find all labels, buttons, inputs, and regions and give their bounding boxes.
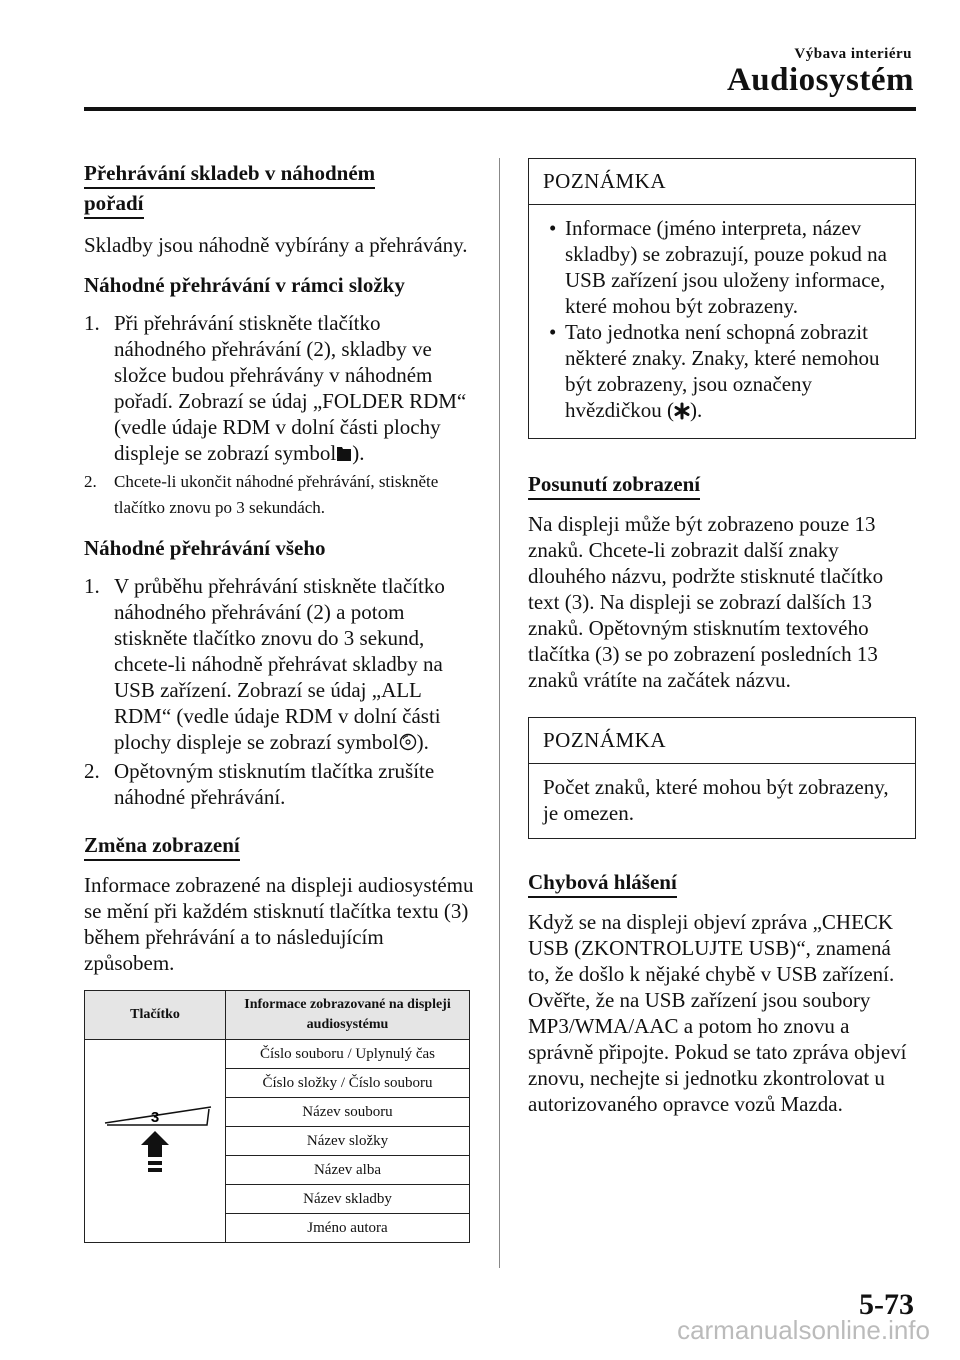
note-box-1 bbox=[528, 158, 916, 439]
section-display-title: Změna zobrazení bbox=[84, 832, 474, 858]
table-header: Informace zobrazované na displeji audiosystému bbox=[226, 991, 470, 1040]
section-random-title: Přehrávání skladeb v náhodném pořadí bbox=[84, 158, 404, 218]
watermark: carmanualsonline.info bbox=[677, 1315, 930, 1345]
table-cell: Název skladby bbox=[226, 1185, 470, 1214]
list-item: 2. Opětovným stisknutím tlačítka zrušíte náhodné přehrávání. bbox=[84, 759, 435, 809]
note-text: Počet znaků, které mohou být zobrazeny, je omezen. bbox=[543, 775, 889, 825]
table-cell: Jméno autora bbox=[226, 1214, 470, 1243]
list-item: • Tato jednotka není schopná zobrazit některé znaky. Znaky, které nemohou být zobrazeny, jsou označeny hvězdičkou ( ). bbox=[543, 319, 901, 426]
page-number: 5-73 bbox=[859, 1288, 914, 1321]
table-row bbox=[85, 1040, 470, 1069]
subsection-folder-random: Náhodné přehrávání v rámci složky bbox=[84, 273, 405, 297]
section-errors-title: Chybová hlášení bbox=[528, 869, 916, 895]
table-header: Tlačítko bbox=[85, 991, 226, 1040]
subsection-all-random: Náhodné přehrávání všeho bbox=[84, 536, 326, 560]
note-heading: POZNÁMKA bbox=[529, 718, 915, 764]
table-cell: Název složky bbox=[226, 1127, 470, 1156]
table-cell: Název souboru bbox=[226, 1098, 470, 1127]
list-item: • Informace (jméno interpreta, název skladby) se zobrazují, pouze pokud na USB zařízení jsou uloženy informace, které mohou být zobrazeny. bbox=[549, 216, 887, 318]
table-cell: Číslo souboru / Uplynulý čas bbox=[226, 1040, 470, 1069]
header-title: Audiosystém bbox=[726, 62, 914, 98]
folder-random-steps bbox=[84, 310, 474, 469]
list-item: 2. Chcete-li ukončit náhodné přehrávání, stiskněte tlačítko znovu po 3 sekundách. bbox=[84, 472, 439, 517]
section-scroll-text: Na displeji může být zobrazeno pouze 13 znaků. Chcete-li zobrazit další znaky dlouhého názvu, podržte stisknuté tlačítko text (3). Na displeji se zobrazí dalších 13 znaků. Opětovným stisknutím textového tlačítka (3) se po zobrazení posledních 13 znaků vrátíte na začátek názvu. bbox=[528, 512, 884, 692]
disc-icon bbox=[399, 732, 417, 758]
button-label: 3 bbox=[150, 1108, 160, 1126]
note-heading: POZNÁMKA bbox=[529, 159, 915, 205]
column-divider bbox=[499, 158, 500, 1268]
list-item: 1. V průběhu přehrávání stiskněte tlačítko náhodného přehrávání (2) a potom stiskněte tlačítko znovu do 3 sekund, chcete-li náhodně přehrávat skladby na USB zařízení. Zobrazí se údaj „ALL RDM“ (vedle údaje RDM v dolní části plochy displeje se zobrazí symbol ). bbox=[84, 573, 474, 758]
asterisk-icon bbox=[674, 400, 690, 426]
list-item: 1. Při přehrávání stiskněte tlačítko náhodného přehrávání (2), skladby ve složce budou přehrávány v náhodném pořadí. Zobrazí se údaj „FOLDER RDM“ (vedle údaje RDM v dolní části plochy displeje se zobrazí symbol ). bbox=[84, 310, 474, 469]
table-cell: Číslo složky / Číslo souboru bbox=[226, 1069, 470, 1098]
header-rule bbox=[84, 107, 916, 111]
text-button-illustration bbox=[95, 1101, 215, 1177]
press-arrow-icon bbox=[141, 1131, 169, 1157]
section-display-text: Informace zobrazené na displeji audiosystému se mění při každém stisknutí tlačítka textu (3) během přehrávání a to následujícím způsobem. bbox=[84, 873, 474, 975]
section-errors-text: Když se na displeji objeví zpráva „CHECK USB (ZKONTROLUJTE USB)“, znamená to, že došlo k nějaké chybě v USB zařízení. Ověřte, že na USB zařízení jsou soubory MP3/WMA/AAC a potom ho znovu a správně připojte. Pokud se tato zpráva objeví znovu, nechejte si jednotku zkontrolovat u autorizovaného opravce vozů Mazda. bbox=[528, 910, 907, 1116]
note-box-2 bbox=[528, 717, 916, 839]
section-scroll-title: Posunutí zobrazení bbox=[528, 471, 916, 497]
header-subtitle: Výbava interiéru bbox=[794, 46, 912, 62]
right-column bbox=[528, 158, 916, 1117]
all-random-steps bbox=[84, 573, 474, 810]
folder-random-steps-2 bbox=[84, 469, 474, 521]
display-table bbox=[84, 990, 470, 1243]
button-cell bbox=[85, 1040, 226, 1243]
folder-icon bbox=[336, 443, 352, 469]
section-random-text: Skladby jsou náhodně vybírány a přehrávány. bbox=[84, 233, 468, 257]
left-column bbox=[84, 158, 474, 1243]
table-cell: Název alba bbox=[226, 1156, 470, 1185]
